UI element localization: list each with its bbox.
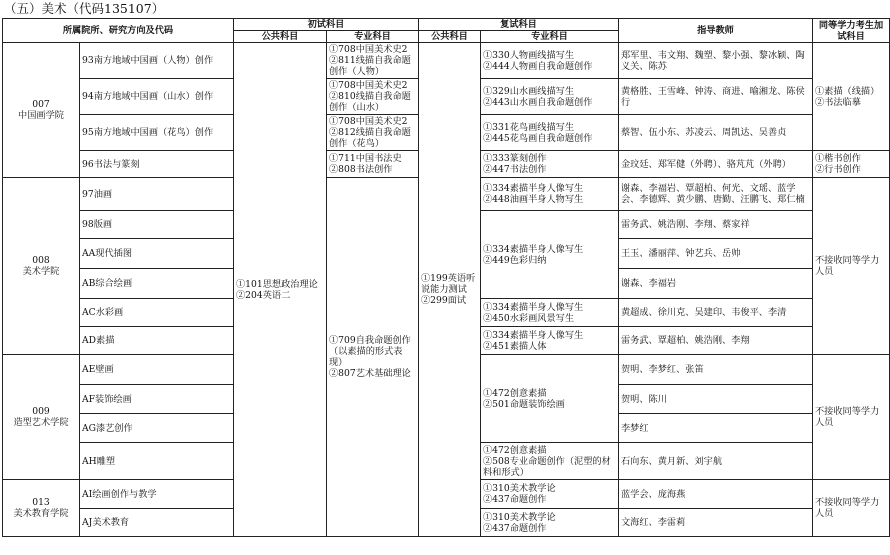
direction-98: 98版画 xyxy=(80,211,234,239)
initial-major-art: ①709自我命题创作（以素描的形式表现） ②807艺术基础理论 xyxy=(327,178,419,537)
direction-af: AF装饰绘画 xyxy=(80,385,234,414)
teachers-ac: 黄超成、徐川克、吴建印、韦俊平、李清 xyxy=(619,299,813,327)
header-initial: 初试科目 xyxy=(234,19,419,31)
direction-95: 95南方地域中国画（花鸟）创作 xyxy=(80,115,234,151)
equal-calligraphy: ①楷书创作 ②行书创作 xyxy=(813,151,890,178)
direction-97: 97油画 xyxy=(80,178,234,211)
school-009: 009 造型艺术学院 xyxy=(3,355,80,480)
equal-chinese-painting: ①素描（线描） ②书法临摹 xyxy=(813,43,890,151)
teachers-96: 金玟廷、郑军健（外聘）、骆芃芃（外聘） xyxy=(619,151,813,178)
teachers-95: 蔡智、伍小东、苏凌云、周凯达、吴善贞 xyxy=(619,115,813,151)
retest-major-edu1: ①310美术教学论 ②437命题创作 xyxy=(481,480,619,509)
initial-major-94: ①708中国美术史2 ②810线描自我命题创作（山水） xyxy=(327,79,419,115)
teachers-ad: 雷务武、覃超柏、姚浩刚、李翔 xyxy=(619,327,813,355)
retest-major-edu2: ①310美术教学论 ②437命题创作 xyxy=(481,509,619,537)
header-school: 所属院所、研究方向及代码 xyxy=(3,19,234,43)
header-teacher: 指导教师 xyxy=(619,19,813,43)
initial-major-93: ①708中国美术史2 ②811线描自我命题创作（人物） xyxy=(327,43,419,79)
retest-major-watercolor: ①334素描半身人像写生 ②450水彩画风景写生 xyxy=(481,299,619,327)
teachers-94: 黄格胜、王雪峰、钟涛、商进、喻湘龙、陈侯行 xyxy=(619,79,813,115)
direction-ai: AI绘画创作与教学 xyxy=(80,480,234,509)
retest-major-decor: ①472创意素描 ②501命题装饰绘画 xyxy=(481,355,619,443)
retest-major-oil: ①334素描半身人像写生 ②448油画半身人物写生 xyxy=(481,178,619,211)
teachers-93: 郑军里、韦文翔、魏塑、黎小强、黎冰颖、陶义关、陈苏 xyxy=(619,43,813,79)
initial-public-subjects: ①101思想政治理论 ②204英语二 xyxy=(234,43,327,537)
teachers-ag: 李梦红 xyxy=(619,414,813,443)
initial-major-95: ①708中国美术史2 ②812线描自我命题创作（花鸟） xyxy=(327,115,419,151)
teachers-af: 贺明、陈川 xyxy=(619,385,813,414)
initial-major-96: ①711中国书法史 ②808书法创作 xyxy=(327,151,419,178)
header-retest-major: 专业科目 xyxy=(481,31,619,43)
direction-ae: AE壁画 xyxy=(80,355,234,385)
school-013: 013 美术教育学院 xyxy=(3,480,80,537)
equal-009: 不接收同等学力人员 xyxy=(813,355,890,480)
teachers-ae: 贺明、李梦红、张笛 xyxy=(619,355,813,385)
school-008: 008 美术学院 xyxy=(3,178,80,355)
section-title: （五）美术（代码135107） xyxy=(4,1,165,16)
retest-major-sketch: ①334素描半身人像写生 ②451素描人体 xyxy=(481,327,619,355)
direction-ab: AB综合绘画 xyxy=(80,269,234,299)
equal-008: 不接收同等学力人员 xyxy=(813,178,890,355)
subject-table xyxy=(2,18,890,537)
direction-ac: AC水彩画 xyxy=(80,299,234,327)
teachers-aj: 文海红、李雷莉 xyxy=(619,509,813,537)
teachers-ai: 蓝学会、庞海燕 xyxy=(619,480,813,509)
direction-ag: AG漆艺创作 xyxy=(80,414,234,443)
direction-93: 93南方地域中国画（人物）创作 xyxy=(80,43,234,79)
header-equal: 同等学力考生加试科目 xyxy=(813,19,890,43)
teachers-98: 雷务武、姚浩刚、李翔、蔡家祥 xyxy=(619,211,813,239)
header-retest: 复试科目 xyxy=(419,19,619,31)
direction-aa: AA现代插图 xyxy=(80,239,234,269)
teachers-aa: 王玉、潘丽萍、钟艺兵、岳帅 xyxy=(619,239,813,269)
retest-public-subjects: ①199英语听说能力测试 ②299面试 xyxy=(419,43,481,537)
direction-ad: AD素描 xyxy=(80,327,234,355)
header-retest-public: 公共科目 xyxy=(419,31,481,43)
teachers-ah: 石向东、黄月新、刘宇航 xyxy=(619,443,813,480)
retest-major-95: ①331花鸟画线描写生 ②445花鸟画自我命题创作 xyxy=(481,115,619,151)
teachers-97: 谢森、李福岩、覃超柏、何光、文瑶、蓝学会、李德辉、黄少鹏、唐勤、汪鹏飞、郑仁楠 xyxy=(619,178,813,211)
retest-major-sculpt: ①472创意素描 ②508专业命题创作（泥塑的材料和形式） xyxy=(481,443,619,480)
direction-ah: AH雕塑 xyxy=(80,443,234,480)
equal-013: 不接收同等学力人员 xyxy=(813,480,890,537)
retest-major-color: ①334素描半身人像写生 ②449色彩归纳 xyxy=(481,211,619,299)
retest-major-94: ①329山水画线描写生 ②443山水画自我命题创作 xyxy=(481,79,619,115)
direction-94: 94南方地域中国画（山水）创作 xyxy=(80,79,234,115)
teachers-ab: 谢森、李福岩 xyxy=(619,269,813,299)
school-007: 007 中国画学院 xyxy=(3,43,80,178)
direction-aj: AJ美术教育 xyxy=(80,509,234,537)
header-initial-major: 专业科目 xyxy=(327,31,419,43)
header-initial-public: 公共科目 xyxy=(234,31,327,43)
retest-major-93: ①330人物画线描写生 ②444人物画自我命题创作 xyxy=(481,43,619,79)
retest-major-96: ①333篆刻创作 ②447书法创作 xyxy=(481,151,619,178)
direction-96: 96书法与篆刻 xyxy=(80,151,234,178)
